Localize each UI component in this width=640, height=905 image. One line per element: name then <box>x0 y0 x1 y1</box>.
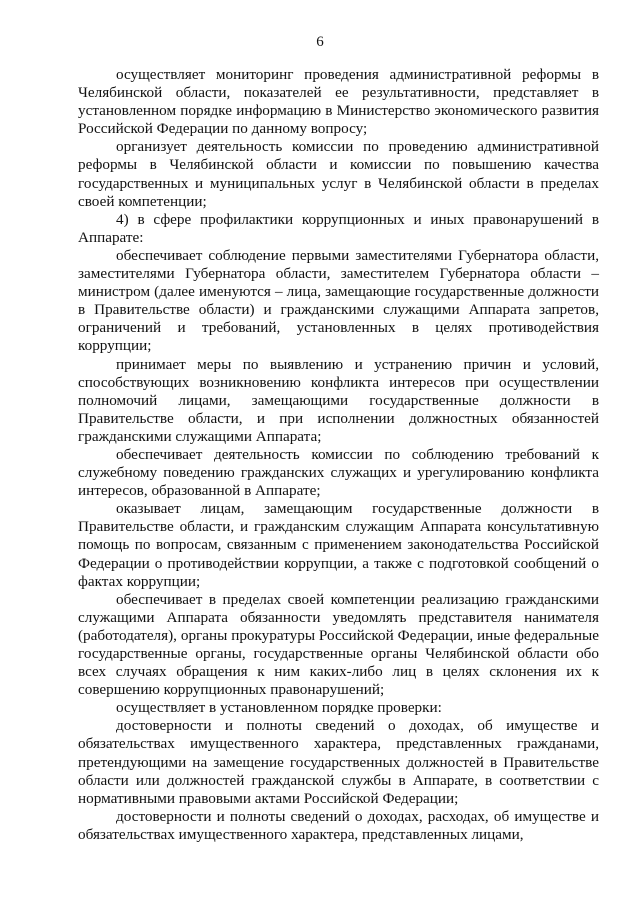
paragraph: 4) в сфере профилактики коррупционных и иных правонарушений в Аппарате: <box>78 210 599 246</box>
paragraph: осуществляет в установленном порядке проверки: <box>116 699 442 717</box>
paragraph: обеспечивает соблюдение первыми заместителями Губернатора области, заместителями Губернатора области, заместителем Губернатора области – министром (далее именуются – лица, замещающие государственные должности в Правительстве области) и гражданскими служащими Аппарата запретов, ограничений и требований, установленных в целях противодействия коррупции; <box>78 246 599 355</box>
document-body <box>78 66 599 844</box>
paragraph: принимает меры по выявлению и устранению причин и условий, способствующих возникновению конфликта интересов при осуществлении полномочий лицами, замещающими государственные должности в Правительстве области, и при исполнении должностных обязанностей гражданскими служащими Аппарата; <box>78 355 599 445</box>
paragraph: достоверности и полноты сведений о доходах, об имуществе и обязательствах имущественного характера, представленных гражданами, претендующими на замещение государственных должностей в Правительстве области или должностей гражданской службы в Аппарате, в соответствии с нормативными правовыми актами Российской Федерации; <box>78 717 599 807</box>
paragraph: оказывает лицам, замещающим государственные должности в Правительстве области, и гражданским служащим Аппарата консультативную помощь по вопросам, связанным с применением законодательства Российской Федерации о противодействии коррупции, а также с подготовкой сообщений о фактах коррупции; <box>78 500 599 590</box>
paragraph: организует деятельность комиссии по проведению административной реформы в Челябинской области и комиссии по повышению качества государственных и муниципальных услуг в Челябинской области в пределах своей компетенции; <box>78 138 599 210</box>
page-number: 6 <box>316 34 324 50</box>
paragraph: обеспечивает в пределах своей компетенции реализацию гражданскими служащими Аппарата обязанности уведомлять представителя нанимателя (работодателя), органы прокуратуры Российской Федерации, иные федеральные государственные органы, государственные органы Челябинской области обо всех случаях обращения к ним каких-либо лиц в целях склонения их к совершению коррупционных правонарушений; <box>78 590 599 699</box>
paragraph: осуществляет мониторинг проведения административной реформы в Челябинской области, показателей ее результативности, представляет в установленном порядке информацию в Министерство экономического развития Российской Федерации по данному вопросу; <box>78 66 599 138</box>
paragraph: обеспечивает деятельность комиссии по соблюдению требований к служебному поведению гражданских служащих и урегулированию конфликта интересов, образованной в Аппарате; <box>78 445 599 500</box>
paragraph: достоверности и полноты сведений о доходах, расходах, об имуществе и обязательствах имущественного характера, представленных лицами, <box>78 807 599 843</box>
